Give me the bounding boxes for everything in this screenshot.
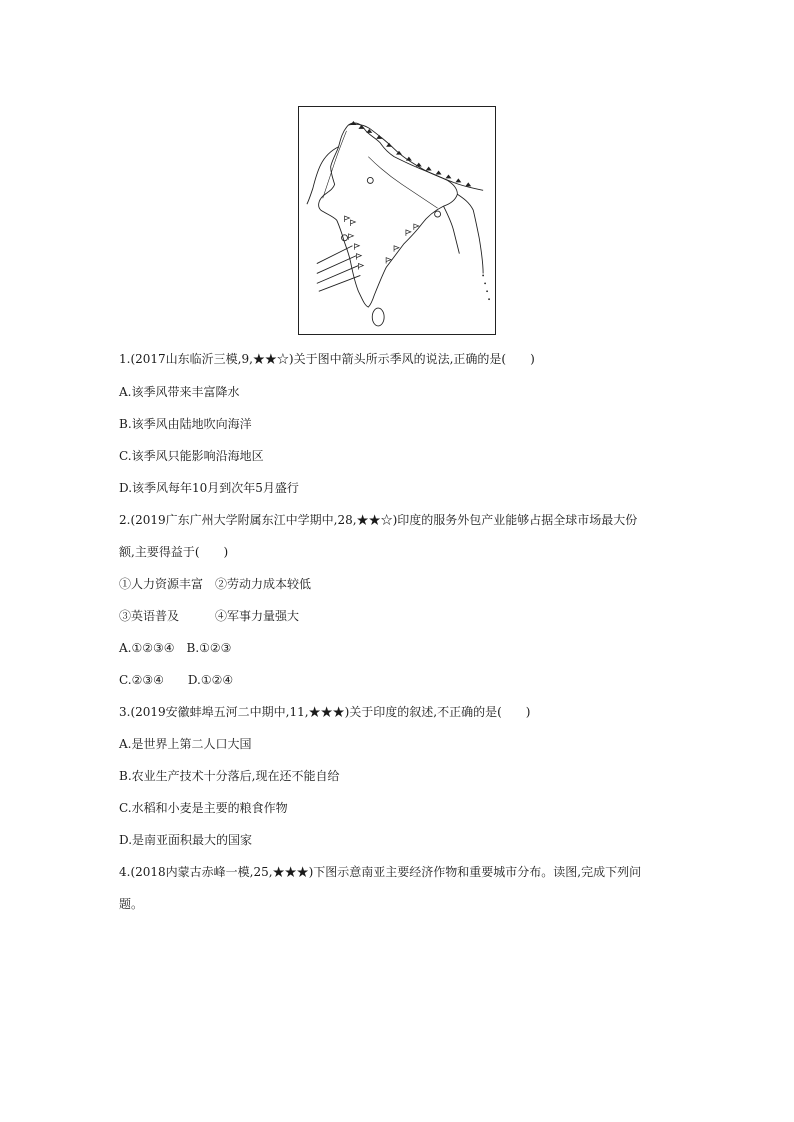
q2-items-line2: ③英语普及 ④军事力量强大 <box>119 609 300 623</box>
india-monsoon-map <box>298 106 496 335</box>
q4-stem-line2: 题。 <box>119 897 144 911</box>
indus-river <box>323 131 347 198</box>
q1-option-d[interactable]: D.该季风每年10月到次年5月盛行 <box>119 481 299 495</box>
east-boundary <box>444 206 460 254</box>
q2-stem-line2: 额,主要得益于( ) <box>119 545 229 559</box>
india-outline <box>319 123 458 307</box>
city-delhi <box>367 177 373 183</box>
q2-options-line1[interactable]: A.①②③④ B.①②③ <box>119 641 232 655</box>
city-kolkata <box>435 211 441 217</box>
q1-stem: 1.(2017山东临沂三模,9,★★☆)关于图中箭头所示季风的说法,正确的是( ) <box>119 352 535 366</box>
mountain-symbols <box>350 121 471 186</box>
monsoon-arrows <box>317 246 361 292</box>
q2-items-line1: ①人力资源丰富 ②劳动力成本较低 <box>119 577 312 591</box>
ganges-river <box>368 157 437 208</box>
q3-stem: 3.(2019安徽蚌埠五河二中期中,11,★★★)关于印度的叙述,不正确的是( ) <box>119 705 531 719</box>
sri-lanka <box>372 308 384 326</box>
q3-option-d[interactable]: D.是南亚面积最大的国家 <box>119 833 253 847</box>
q3-option-b[interactable]: B.农业生产技术十分落后,现在还不能自给 <box>119 769 340 783</box>
q3-option-c[interactable]: C.水稻和小麦是主要的粮食作物 <box>119 801 288 815</box>
island-dots <box>482 275 490 301</box>
q1-option-a[interactable]: A.该季风带来丰富降水 <box>119 385 240 399</box>
q2-stem-line1: 2.(2019广东广州大学附属东江中学期中,28,★★☆)印度的服务外包产业能够占据全球市场最大份 <box>119 513 638 527</box>
northeast-region <box>457 194 483 273</box>
q4-stem-line1: 4.(2018内蒙古赤峰一模,25,★★★)下图示意南亚主要经济作物和重要城市分布。读图,完成下列问 <box>119 865 642 879</box>
q2-options-line2[interactable]: C.②③④ D.①②④ <box>119 673 234 687</box>
q1-option-c[interactable]: C.该季风只能影响沿海地区 <box>119 449 264 463</box>
map-drawing <box>299 107 495 334</box>
q1-option-b[interactable]: B.该季风由陆地吹向海洋 <box>119 417 252 431</box>
rain-symbols <box>345 216 419 269</box>
city-mumbai <box>342 235 348 241</box>
q3-option-a[interactable]: A.是世界上第二人口大国 <box>119 737 252 751</box>
west-boundary <box>307 147 339 204</box>
